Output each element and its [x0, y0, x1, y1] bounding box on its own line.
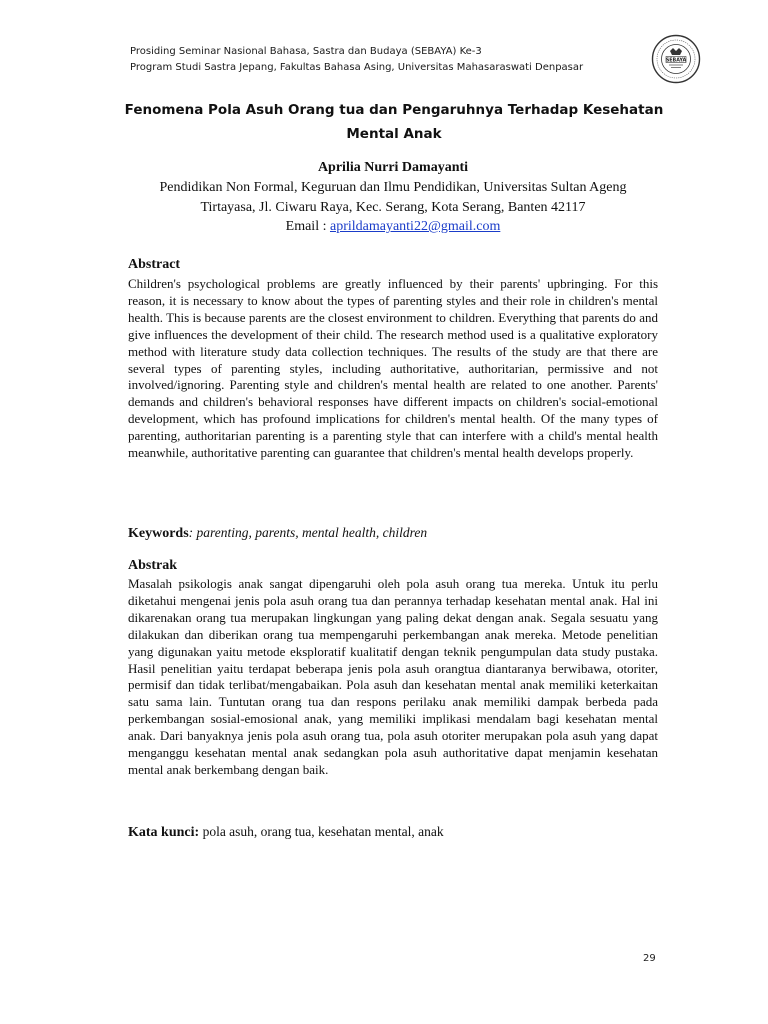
abstrak-text: Masalah psikologis anak sangat dipengaruhi oleh pola asuh orang tua mereka. Untuk itu perlu diketahui mengenai jenis pola asuh orang tua dan perannya terhadap kesehatan mental anak. Hal ini dikarenakan orang tua merupakan lingkungan yang paling dekat dengan anak. Segala sesuatu yang dilakukan dan diberikan orang tua mempengaruhi perkembangan anak mereka. Metode penelitian yang digunakan yaitu metode eksploratif kualitatif dengan teknik pengumpulan data study pustaka. Hasil penelitian yaitu terdapat beberapa jenis pola asuh orangtua diantaranya berwibawa, otoriter, permisif dan tidak terlibat/mengabaikan. Pola asuh dan kesehatan mental anak memiliki keterkaitan satu sama lain. Tuntutan orang tua dan respons perilaku anak memiliki dampak berbeda pada perkembangan sosial-emosional anak, yang memiliki implikasi mendalam bagi kesehatan mental anak. Dari banyaknya jenis pola asuh orang tua, pola asuh otoriter merupakan pola asuh yang dapat menganggu kesehatan mental anak sedangkan pola asuh authoritative dapat menjamin kesehatan mental anak berkembang dengan baik.	[128, 576, 658, 777]
keywords-line	[128, 524, 658, 543]
logo-text: SEBAYA	[665, 58, 687, 64]
page-number: 29	[643, 953, 656, 964]
author-affiliation	[110, 178, 676, 237]
kata-kunci-text: pola asuh, orang tua, kesehatan mental, anak	[199, 824, 444, 839]
paper-title	[118, 98, 670, 146]
kata-kunci-label: Kata kunci:	[128, 825, 200, 840]
keywords-label: Keywords	[128, 526, 189, 541]
abstract-heading: Abstract	[128, 257, 181, 272]
sebaya-logo	[651, 34, 701, 84]
running-header	[130, 44, 583, 76]
email-line	[110, 217, 676, 237]
affiliation-line-2: Tirtayasa, Jl. Ciwaru Raya, Kec. Serang, Kota Serang, Banten 42117	[200, 199, 586, 215]
keywords-text: : parenting, parents, mental health, children	[188, 525, 428, 540]
kata-kunci-line	[128, 823, 658, 842]
header-line-1: Prosiding Seminar Nasional Bahasa, Sastra dan Budaya (SEBAYA) Ke-3	[130, 46, 482, 57]
affiliation-line-1: Pendidikan Non Formal, Keguruan dan Ilmu Pendidikan, Universitas Sultan Ageng	[159, 180, 627, 195]
abstrak-heading: Abstrak	[128, 558, 178, 573]
author-name: Aprilia Nurri Damayanti	[317, 160, 469, 175]
email-label: Email :	[285, 219, 330, 234]
header-line-2: Program Studi Sastra Jepang, Fakultas Bahasa Asing, Universitas Mahasaraswati Denpasar	[130, 62, 584, 73]
title-line-2: Mental Anak	[346, 126, 442, 142]
title-line-1: Fenomena Pola Asuh Orang tua dan Pengaruhnya Terhadap Kesehatan	[124, 102, 664, 118]
email-link[interactable]: aprildamayanti22@gmail.com	[329, 219, 501, 234]
abstract-text: Children's psychological problems are greatly influenced by their parents' upbringing. For this reason, it is necessary to know about the types of parenting styles and their role in children's mental health. This is because parents are the closest environment to children. Everything that parents do and give influences the development of their child. The research method used is a qualitative exploratory method with literature study data collection techniques. The results of the study are that there are several types of parenting styles, including authoritative, authoritarian, permissive and not involved/ignoring. Parenting style and children's mental health are related to one another. Parents' demands and children's behavioral responses have different impacts on children's social-emotional development, which has profound implications for children's mental health. Of the many types of parenting, authoritarian parenting is a parenting style that can interfere with a child's mental health meanwhile, authoritative parenting can guarantee that children's mental health develops properly.	[128, 276, 658, 461]
